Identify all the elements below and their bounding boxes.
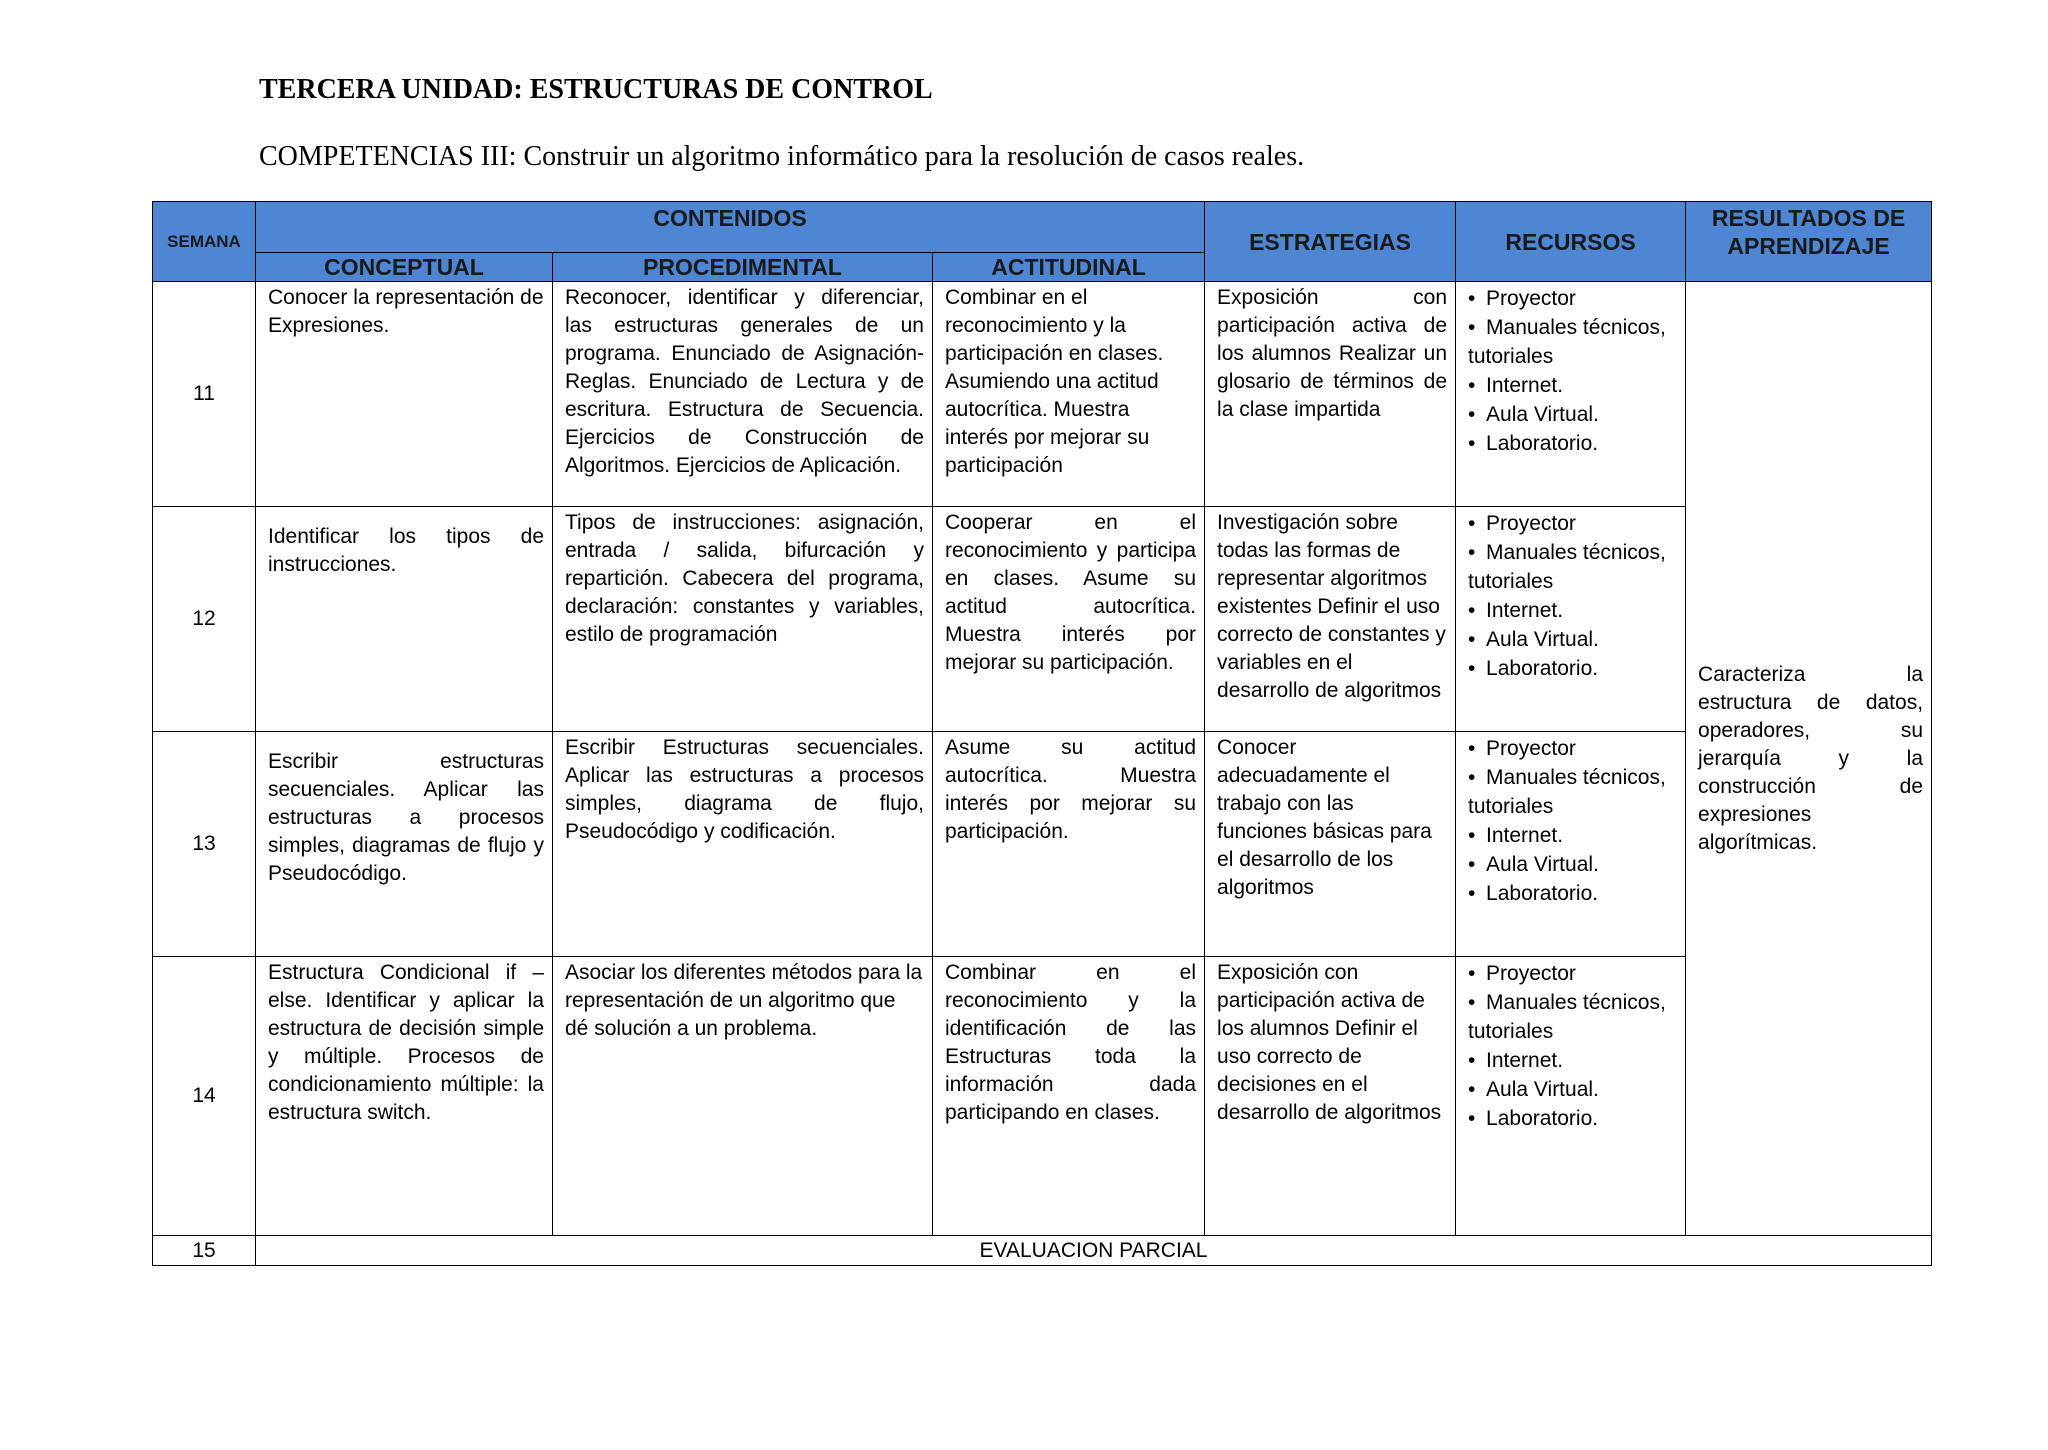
bullet-icon: • — [1468, 853, 1476, 876]
bullet-icon: • — [1468, 824, 1476, 847]
list-item: • Internet. — [1468, 596, 1677, 625]
list-item: • Aula Virtual. — [1468, 400, 1677, 429]
syllabus-table — [152, 201, 1932, 1266]
header-recursos: RECURSOS — [1456, 202, 1686, 282]
list-item: • Internet. — [1468, 1046, 1677, 1075]
header-estrategias: ESTRATEGIAS — [1205, 202, 1456, 282]
document-subtitle: COMPETENCIAS III: Construir un algoritmo informático para la resolución de casos reales. — [259, 141, 1305, 172]
bullet-icon: • — [1468, 287, 1476, 310]
conceptual-cell: Escribir estructuras secuenciales. Aplicar las estructuras a procesos simples, diagramas de flujo y Pseudocódigo. — [256, 732, 553, 957]
header-resultados: RESULTADOS DE APRENDIZAJE — [1686, 202, 1932, 282]
procedimental-cell: Reconocer, identificar y diferenciar, las estructuras generales de un programa. Enunciado de Asignación- Reglas. Enunciado de Lectura y de escritura. Estructura de Secuencia. Ejercicios de Construcción de Algoritmos. Ejercicios de Aplicación. — [553, 282, 933, 507]
conceptual-cell: Estructura Condicional if – else. Identificar y aplicar la estructura de decisión simple y múltiple. Procesos de condicionamiento múltiple: la estructura switch. — [256, 957, 553, 1236]
bullet-icon: • — [1468, 1107, 1476, 1130]
conceptual-cell: Conocer la representación de Expresiones. — [256, 282, 553, 507]
bullet-icon: • — [1468, 882, 1476, 905]
list-item: • Aula Virtual. — [1468, 850, 1677, 879]
actitudinal-cell: Asume su actitud autocrítica. Muestra interés por mejorar su participación. — [933, 732, 1205, 957]
procedimental-cell: Asociar los diferentes métodos para la representación de un algoritmo que dé solución a un problema. — [553, 957, 933, 1236]
week-number: 12 — [153, 507, 256, 732]
table-row — [153, 507, 1932, 732]
bullet-icon: • — [1468, 628, 1476, 651]
list-item: • Manuales técnicos, tutoriales — [1468, 538, 1677, 596]
bullet-icon: • — [1468, 1049, 1476, 1072]
list-item: • Proyector — [1468, 509, 1677, 538]
procedimental-cell: Tipos de instrucciones: asignación, entrada / salida, bifurcación y repartición. Cabecera del programa, declaración: constantes y variables, estilo de programación — [553, 507, 933, 732]
list-item: • Internet. — [1468, 371, 1677, 400]
week-number: 13 — [153, 732, 256, 957]
bullet-icon: • — [1468, 1078, 1476, 1101]
bullet-icon: • — [1468, 432, 1476, 455]
estrategias-cell: Investigación sobre todas las formas de representar algoritmos existentes Definir el uso correcto de constantes y variables en el desarrollo de algoritmos — [1205, 507, 1456, 732]
actitudinal-cell: Combinar en el reconocimiento y la identificación de las Estructuras toda la información dada participando en clases. — [933, 957, 1205, 1236]
list-item: • Internet. — [1468, 821, 1677, 850]
bullet-icon: • — [1468, 374, 1476, 397]
week-number: 15 — [153, 1236, 256, 1266]
bullet-icon: • — [1468, 657, 1476, 680]
recursos-list — [1468, 284, 1677, 458]
list-item: • Laboratorio. — [1468, 654, 1677, 683]
conceptual-cell: Identificar los tipos de instrucciones. — [256, 507, 553, 732]
actitudinal-cell: Combinar en el reconocimiento y la participación en clases. Asumiendo una actitud autocrítica. Muestra interés por mejorar su participación — [933, 282, 1205, 507]
estrategias-cell: Exposición con participación activa de los alumnos Realizar un glosario de términos de la clase impartida — [1205, 282, 1456, 507]
outcome-cell: Caracteriza la estructura de datos, operadores, su jerarquía y la construcción de expresiones algorítmicas. — [1686, 282, 1932, 1236]
list-item: • Manuales técnicos, tutoriales — [1468, 763, 1677, 821]
bullet-icon: • — [1468, 599, 1476, 622]
recursos-cell — [1456, 507, 1686, 732]
list-item: • Manuales técnicos, tutoriales — [1468, 313, 1677, 371]
list-item: • Laboratorio. — [1468, 429, 1677, 458]
bullet-icon: • — [1468, 316, 1476, 339]
bullet-icon: • — [1468, 766, 1476, 789]
list-item: • Aula Virtual. — [1468, 625, 1677, 654]
recursos-cell — [1456, 957, 1686, 1236]
list-item: • Proyector — [1468, 284, 1677, 313]
list-item: • Proyector — [1468, 959, 1677, 988]
list-item: • Proyector — [1468, 734, 1677, 763]
header-contenidos: CONTENIDOS — [256, 202, 1205, 253]
bullet-icon: • — [1468, 991, 1476, 1014]
recursos-list — [1468, 959, 1677, 1133]
recursos-cell — [1456, 732, 1686, 957]
document-title: TERCERA UNIDAD: ESTRUCTURAS DE CONTROL — [259, 74, 933, 105]
header-semana: SEMANA — [153, 202, 256, 282]
header-conceptual: CONCEPTUAL — [256, 253, 553, 282]
actitudinal-cell: Cooperar en el reconocimiento y participa en clases. Asume su actitud autocrítica. Muestra interés por mejorar su participación. — [933, 507, 1205, 732]
list-item: • Laboratorio. — [1468, 879, 1677, 908]
recursos-list — [1468, 734, 1677, 908]
table-row — [153, 957, 1932, 1236]
bullet-icon: • — [1468, 737, 1476, 760]
list-item: • Aula Virtual. — [1468, 1075, 1677, 1104]
week-number: 11 — [153, 282, 256, 507]
bullet-icon: • — [1468, 512, 1476, 535]
recursos-cell — [1456, 282, 1686, 507]
bullet-icon: • — [1468, 403, 1476, 426]
table-row — [153, 732, 1932, 957]
bullet-icon: • — [1468, 962, 1476, 985]
list-item: • Manuales técnicos, tutoriales — [1468, 988, 1677, 1046]
estrategias-cell: Exposición con participación activa de los alumnos Definir el uso correcto de decisiones en el desarrollo de algoritmos — [1205, 957, 1456, 1236]
procedimental-cell: Escribir Estructuras secuenciales. Aplicar las estructuras a procesos simples, diagrama de flujo, Pseudocódigo y codificación. — [553, 732, 933, 957]
evaluation-label: EVALUACION PARCIAL — [256, 1236, 1932, 1266]
table-row-evaluation — [153, 1236, 1932, 1266]
bullet-icon: • — [1468, 541, 1476, 564]
table-row — [153, 282, 1932, 507]
estrategias-cell: Conocer adecuadamente el trabajo con las funciones básicas para el desarrollo de los algoritmos — [1205, 732, 1456, 957]
header-actitudinal: ACTITUDINAL — [933, 253, 1205, 282]
recursos-list — [1468, 509, 1677, 683]
week-number: 14 — [153, 957, 256, 1236]
list-item: • Laboratorio. — [1468, 1104, 1677, 1133]
header-procedimental: PROCEDIMENTAL — [553, 253, 933, 282]
